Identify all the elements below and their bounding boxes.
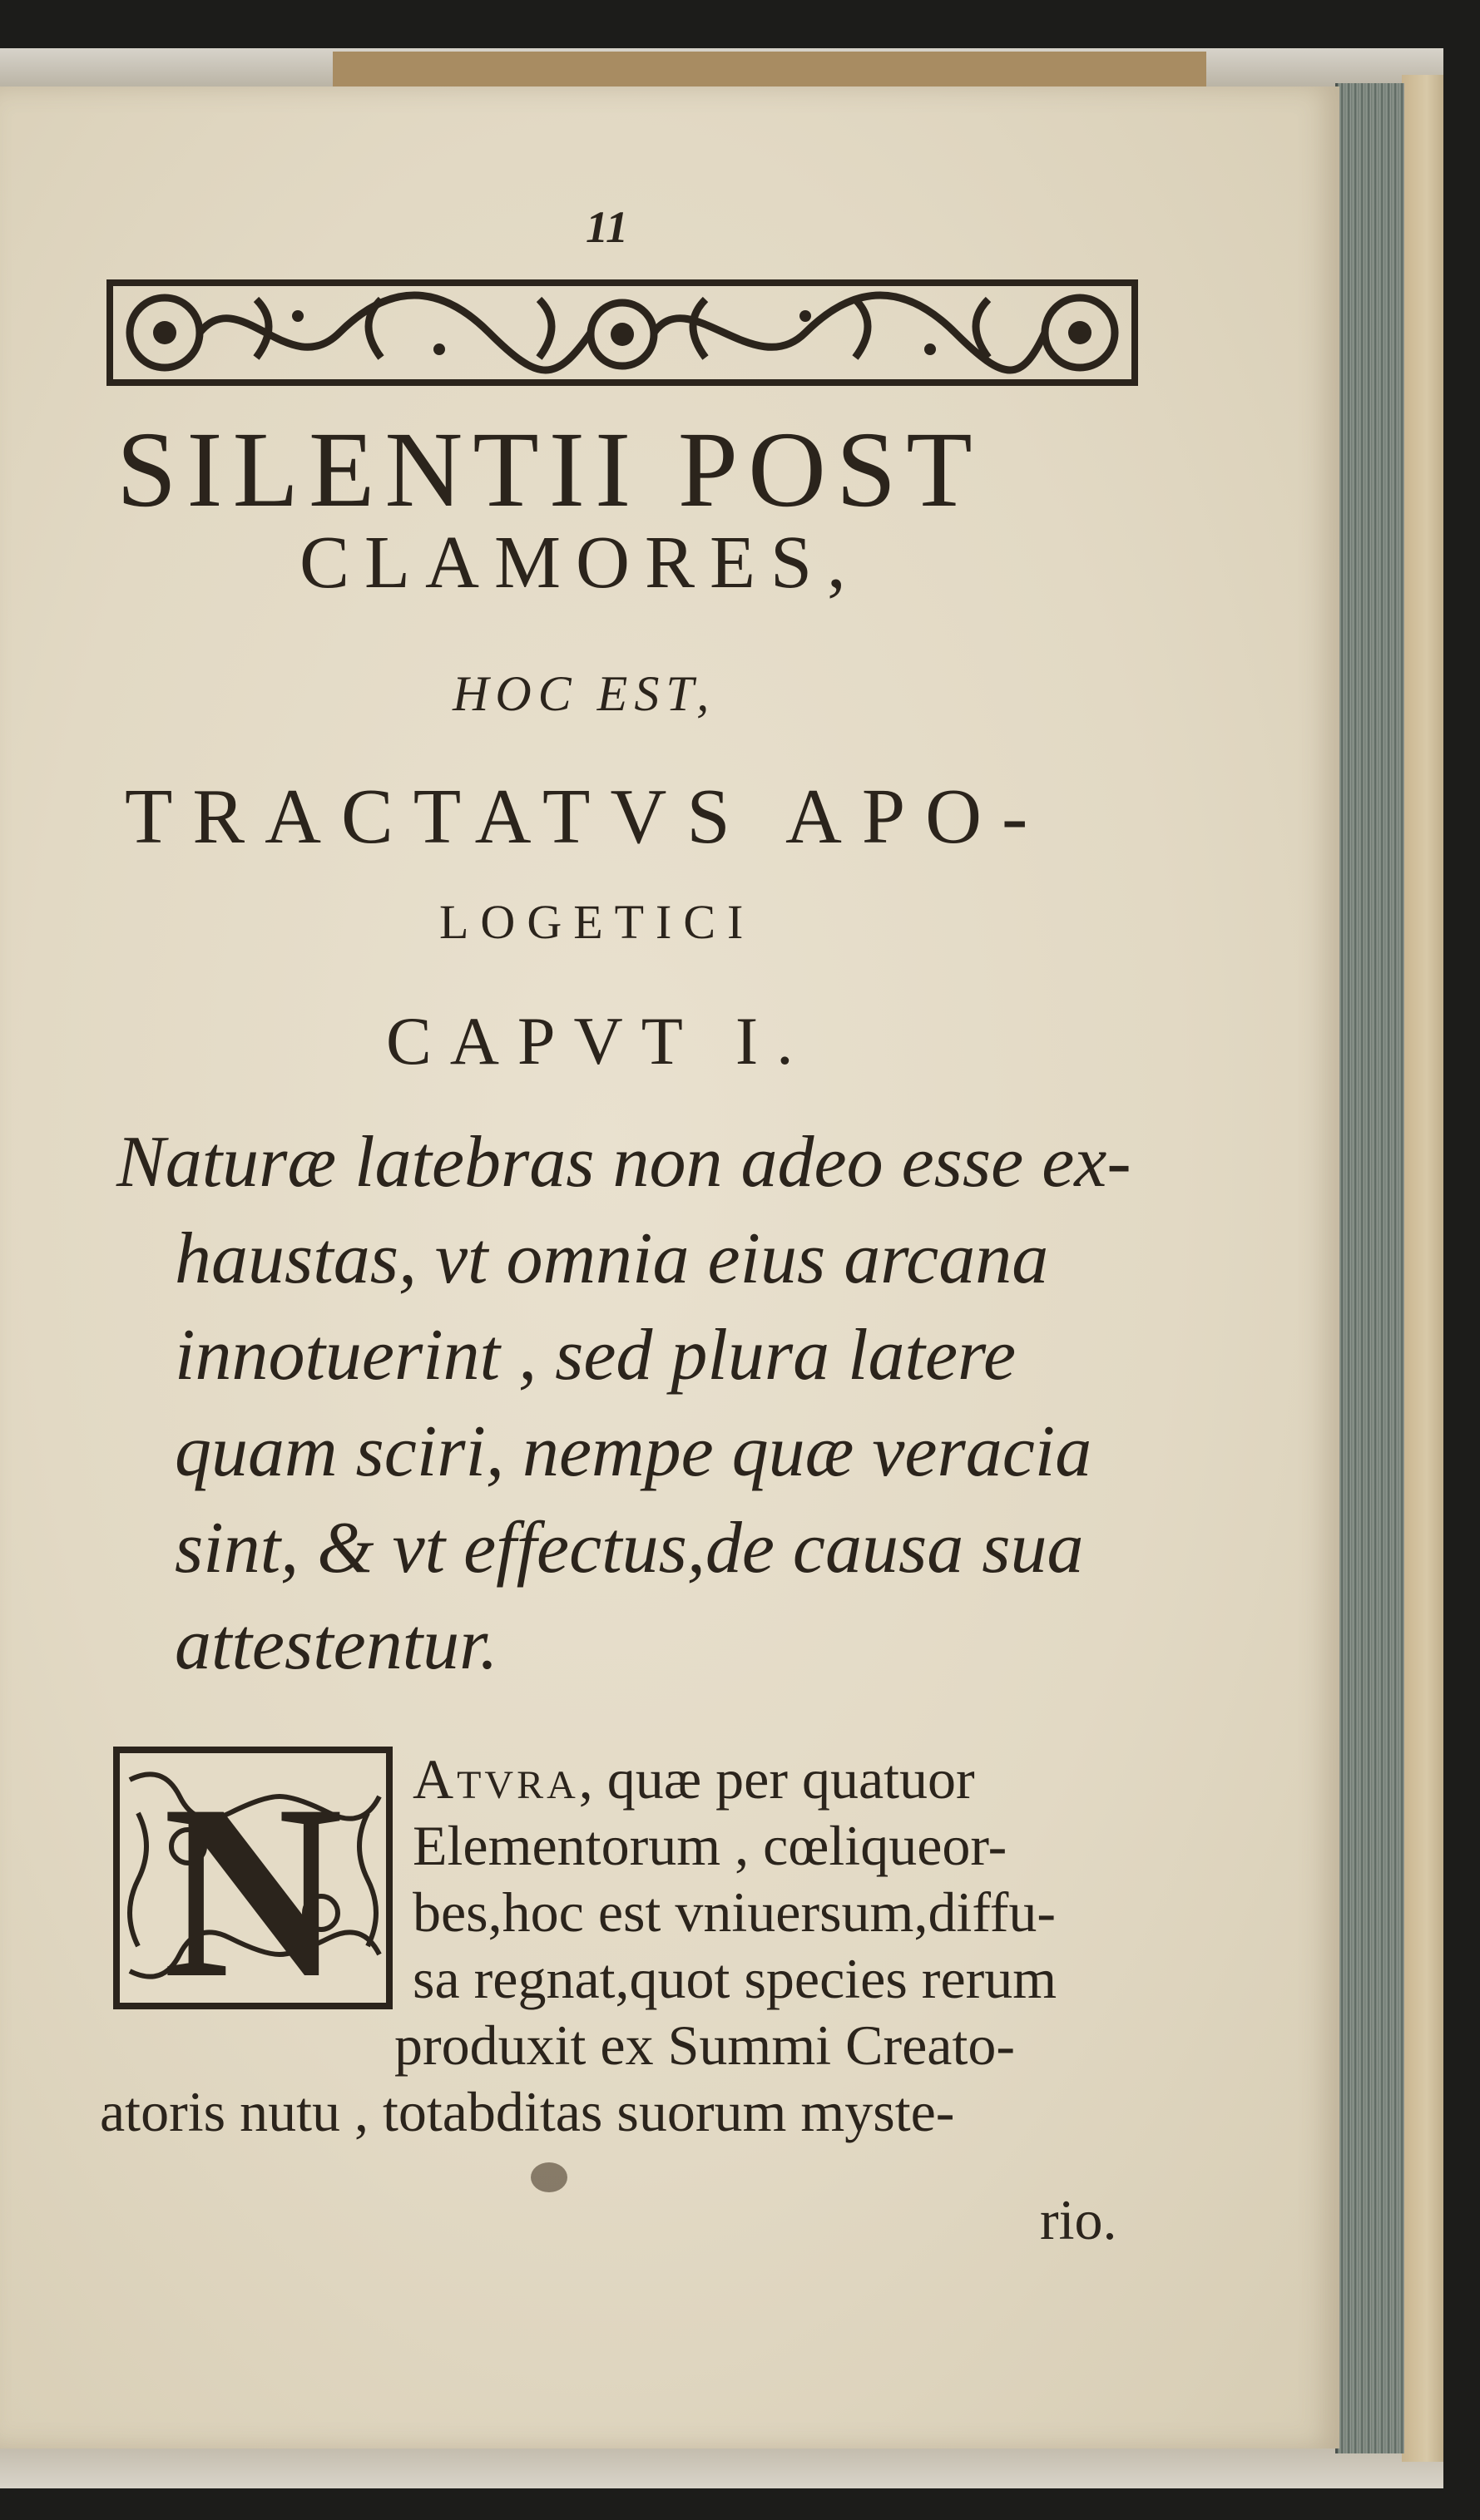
title-line-4: TRACTATVS APO-	[125, 773, 1048, 860]
summary-line: Naturæ latebras non adeo esse ex-	[116, 1122, 1131, 1203]
body-line-6: atoris nutu , totabditas suorum myste-	[100, 2080, 955, 2143]
initial-letter: N	[162, 1753, 344, 2009]
title-line-1: SILENTII POST	[116, 410, 983, 530]
body-line-5: produxit ex Summi Creato-	[394, 2014, 1016, 2077]
summary-line: quam sciri, nempe quæ veracia	[175, 1411, 1092, 1492]
board-tan-strip	[333, 52, 1206, 88]
summary-line: innotuerint , sed plura latere	[175, 1315, 1017, 1396]
body-line-4: sa regnat,quot species rerum	[413, 1947, 1057, 2010]
body-line-1-rest: , quæ per quatuor	[578, 1747, 975, 1811]
chapter-summary	[116, 1114, 1148, 1693]
body-line-2: Elementorum , cœliqueor-	[413, 1814, 1007, 1877]
summary-line: haustas, vt omnia eius arcana	[175, 1218, 1049, 1299]
body-line-3: bes,hoc est vniuersum,diffu-	[413, 1880, 1057, 1944]
first-word: Atvra	[413, 1747, 579, 1811]
summary-line: sint, & vt effectus,de causa sua	[175, 1508, 1084, 1589]
page-number: 11	[586, 202, 629, 252]
cover-edge	[1402, 75, 1443, 2462]
decorated-initial	[113, 1747, 393, 2009]
title-line-5: LOGETICI	[439, 895, 755, 949]
chapter-heading: CAPVT I.	[386, 1003, 812, 1079]
summary-line: attestentur.	[175, 1604, 498, 1685]
ornamental-headpiece	[106, 266, 1138, 391]
ink-stain	[531, 2162, 567, 2192]
title-line-2: CLAMORES,	[299, 521, 861, 604]
title-line-3: HOC EST,	[453, 666, 716, 721]
page-fore-edge	[1335, 83, 1404, 2453]
catchword: rio.	[1040, 2188, 1117, 2251]
body-line-1	[413, 1747, 975, 1811]
